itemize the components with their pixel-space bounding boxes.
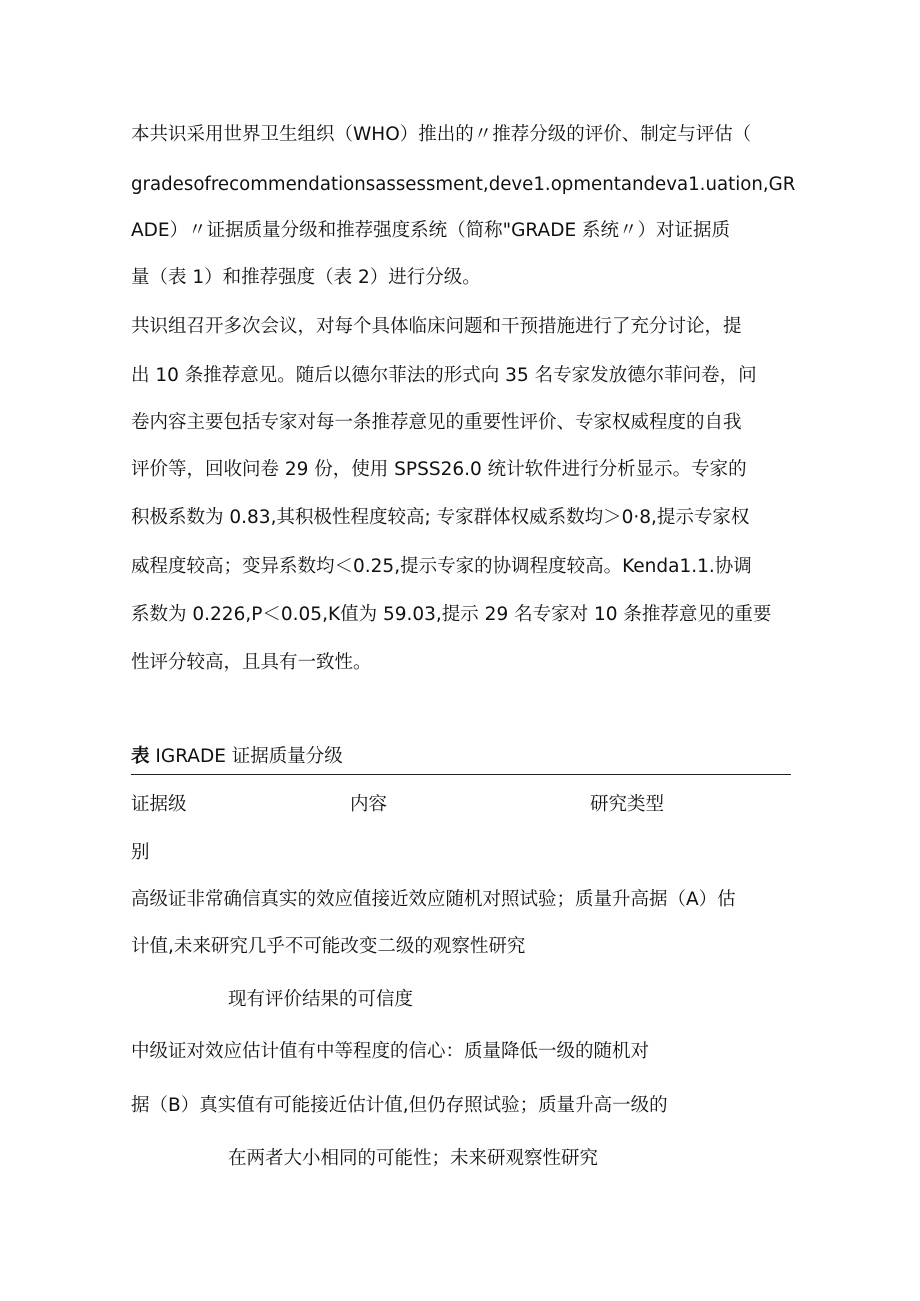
- text-line: 卷内容主要包括专家对每一条推荐意见的重要性评价、专家权威程度的自我: [131, 412, 742, 433]
- table-title-prefix: 表: [131, 746, 150, 767]
- table-top-rule: [131, 774, 791, 775]
- header-content: 内容: [350, 794, 388, 815]
- header-evidence-level-cont: 别: [131, 842, 150, 863]
- table-title-text: IGRADE 证据质量分级: [149, 746, 343, 767]
- text-line: 本共识采用世界卫生组织（WHO）推出的〃推荐分级的评价、制定与评估（: [131, 124, 752, 145]
- text-line: 评价等，回收问卷 29 份，使用 SPSS26.0 统计软件进行分析显示。专家的: [131, 459, 747, 480]
- header-study-type: 研究类型: [590, 794, 665, 815]
- text-line: 威程度较高；变异系数均＜0.25,提示专家的协调程度较高。Kenda1.1.协调: [131, 556, 752, 577]
- text-line: 系数为 0.226,P＜0.05,K值为 59.03,提示 29 名专家对 10 条推荐意见的重要: [131, 604, 772, 625]
- table-row: 中级证对效应估计值有中等程度的信心：质量降低一级的随机对: [131, 1041, 650, 1062]
- text-line: 性评分较高，且具有一致性。: [131, 652, 372, 673]
- text-line: gradesofrecommendationsassessment,deve1.opmentandeva1.uation,GR: [131, 174, 796, 195]
- table-row: 现有评价结果的可信度: [228, 989, 414, 1010]
- table-row: 高级证非常确信真实的效应值接近效应随机对照试验；质量升高据（A）估: [131, 889, 736, 910]
- text-line: 积极系数为 0.83,其积极性程度较高; 专家群体权威系数均＞0·8,提示专家权: [131, 507, 750, 528]
- table-row: 在两者大小相同的可能性；未来研观察性研究: [228, 1148, 599, 1169]
- table-row: 据（B）真实值有可能接近估计值,但仍存照试验；质量升高一级的: [131, 1095, 668, 1116]
- text-line: ADE）〃证据质量分级和推荐强度系统（简称"GRADE 系统〃）对证据质: [131, 220, 731, 241]
- table-row: 计值,未来研究几乎不可能改变二级的观察性研究: [131, 936, 526, 957]
- text-line: 出 10 条推荐意见。随后以德尔菲法的形式向 35 名专家发放德尔菲问卷，问: [131, 365, 757, 386]
- table-title: [131, 745, 343, 769]
- text-line: 共识组召开多次会议，对每个具体临床问题和干预措施进行了充分讨论，提: [131, 316, 742, 337]
- header-evidence-level: 证据级: [131, 794, 187, 815]
- text-line: 量（表 1）和推荐强度（表 2）进行分级。: [131, 267, 481, 288]
